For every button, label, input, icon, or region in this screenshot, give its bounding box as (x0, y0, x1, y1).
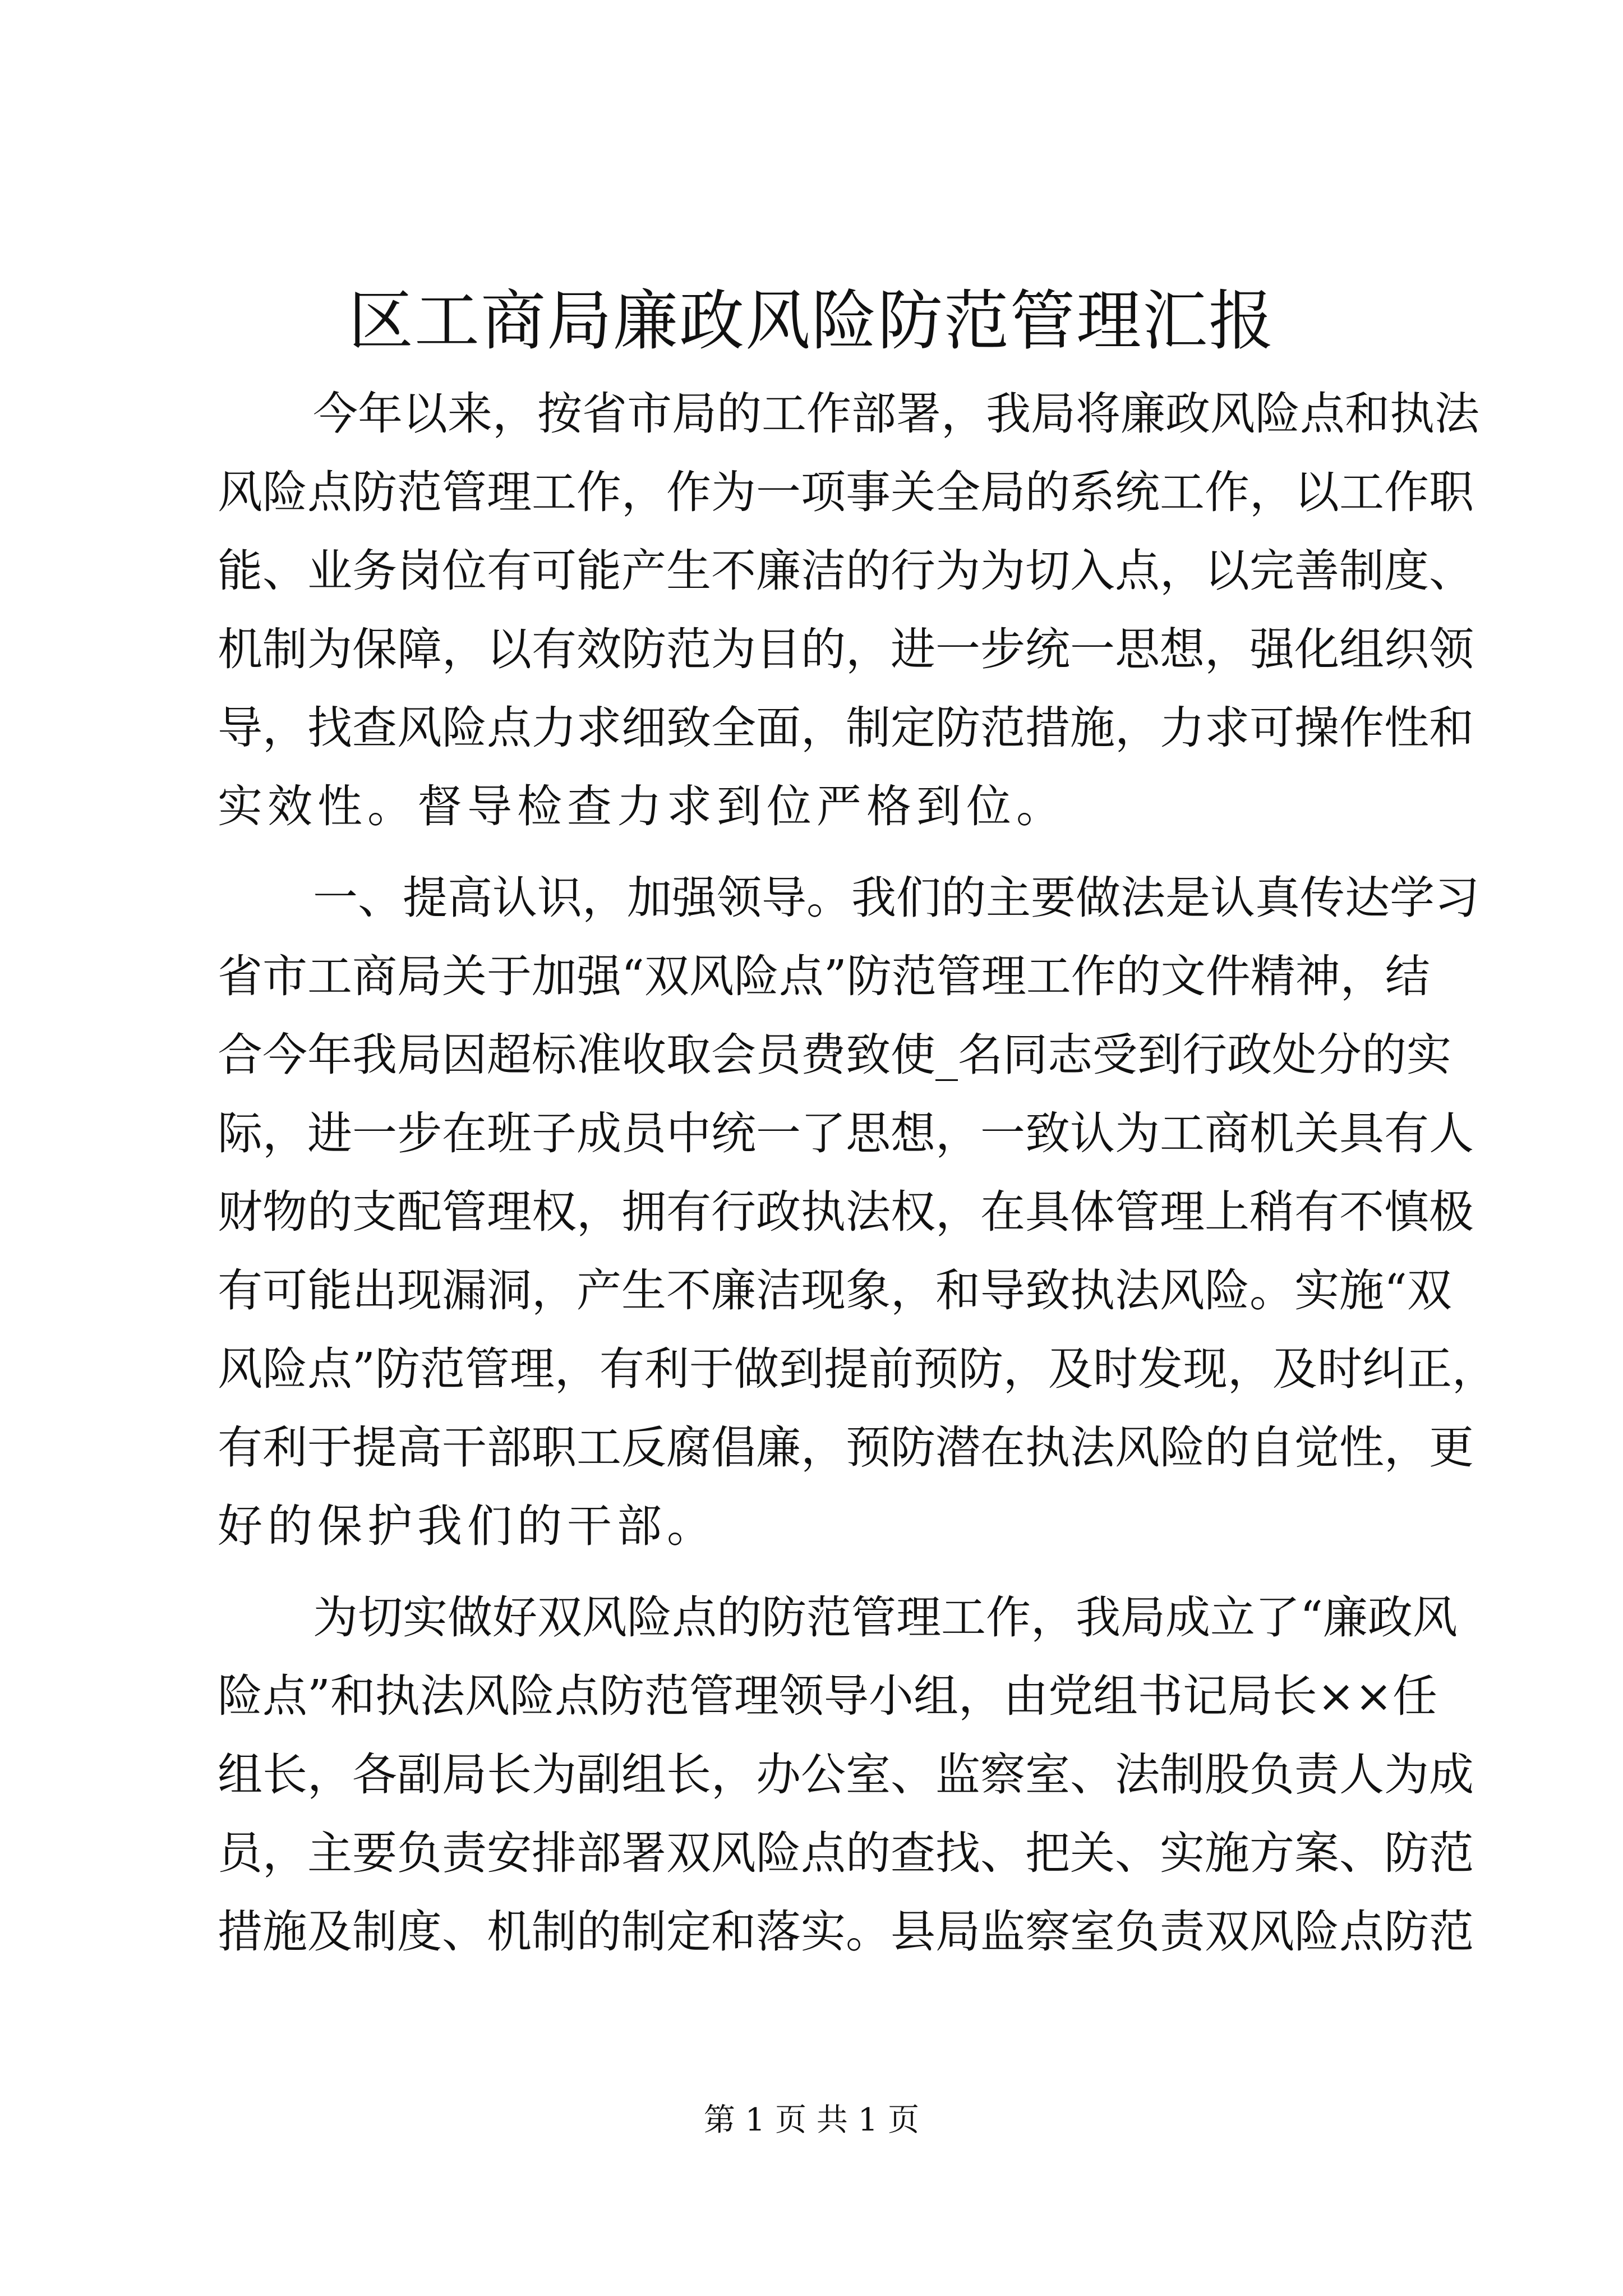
document-title: 区工商局廉政风险防范管理汇报 (348, 283, 1275, 359)
paragraph-spacer (218, 846, 1423, 859)
text-line: 风险点”防范管理，有利于做到提前预防，及时发现，及时纠正， (218, 1343, 1497, 1395)
text-line: 有利于提高干部职工反腐倡廉，预防潜在执法风险的自觉性，更 (218, 1421, 1474, 1474)
text-line: 际，进一步在班子成员中统一了思想，一致认为工商机关具有人 (218, 1107, 1474, 1159)
text-line: 导，找查风险点力求细致全面，制定防范措施，力求可操作性和 (218, 702, 1474, 754)
text-line: 机制为保障，以有效防范为目的，进一步统一思想，强化组织领 (218, 623, 1474, 675)
paragraph-3 (218, 1579, 1474, 1971)
text-line: 险点”和执法风险点防范管理领导小组，由党组书记局长××任 (218, 1670, 1437, 1722)
text-line: 组长，各副局长为副组长，办公室、监察室、法制股负责人为成 (218, 1749, 1474, 1801)
text-line: 实效性。督导检查力求到位严格到位。 (218, 780, 1066, 832)
document-body (218, 375, 1497, 1971)
text-line: 风险点防范管理工作，作为一项事关全局的系统工作，以工作职 (218, 466, 1474, 518)
text-line: 措施及制度、机制的制定和落实。县局监察室负责双风险点防范 (218, 1906, 1474, 1958)
text-line: 为切实做好双风险点的防范管理工作，我局成立了“廉政风 (313, 1591, 1458, 1644)
paragraph-spacer (218, 1566, 1423, 1579)
text-line: 好的保护我们的干部。 (218, 1500, 717, 1552)
paragraph-2 (218, 859, 1497, 1566)
page-footer: 第 1 页 共 1 页 (703, 2102, 920, 2138)
text-line: 一、提高认识，加强领导。我们的主要做法是认真传达学习 (313, 872, 1479, 924)
text-line: 今年以来，按省市局的工作部署，我局将廉政风险点和执法 (313, 388, 1479, 440)
text-line: 省市工商局关于加强“双风险点”防范管理工作的文件精神，结 (218, 950, 1430, 1002)
text-line: 财物的支配管理权，拥有行政执法权，在具体管理上稍有不慎极 (218, 1186, 1474, 1238)
text-line: 员，主要负责安排部署双风险点的查找、把关、实施方案、防范 (218, 1827, 1474, 1879)
text-line: 有可能出现漏洞，产生不廉洁现象，和导致执法风险。实施“双 (218, 1264, 1452, 1317)
paragraph-1 (218, 375, 1479, 846)
text-line: 能、业务岗位有可能产生不廉洁的行为为切入点，以完善制度、 (218, 545, 1474, 597)
text-line: 合今年我局因超标准收取会员费致使_名同志受到行政处分的实 (218, 1029, 1451, 1081)
